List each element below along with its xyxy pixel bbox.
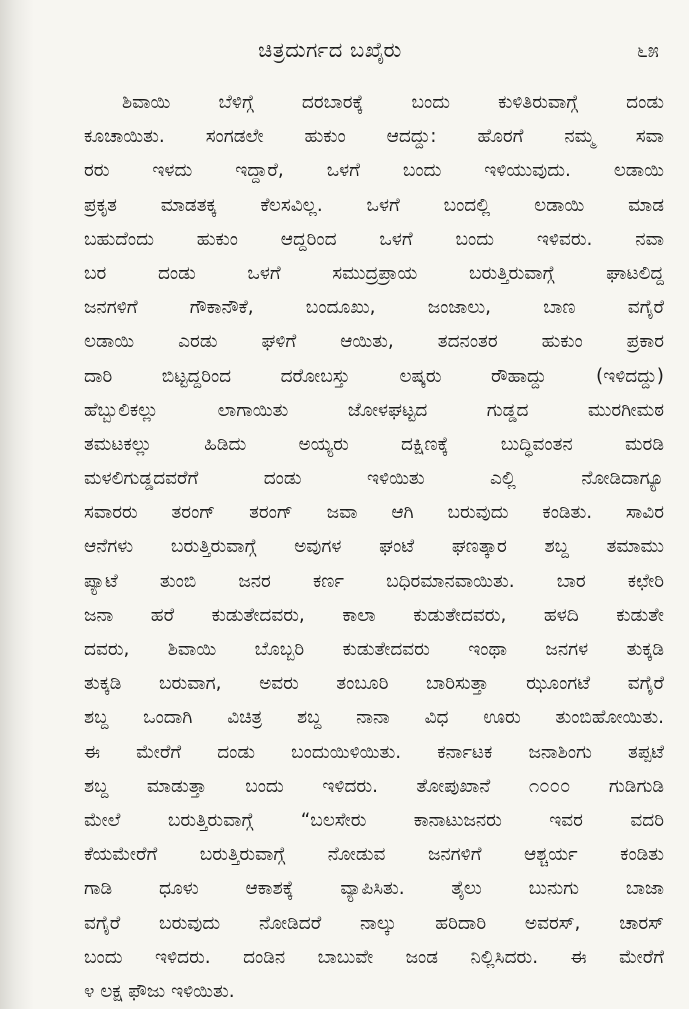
text-line: ಆನೆಗಳು ಬರುತ್ತಿರುವಾಗ್ಗೆ ಅವುಗಳ ಘಂಟೆ ಘಣತ್ಕಾರ ಶಬ್ದ ತಮಾಮು <box>84 536 664 558</box>
text-line: ಜನಾ ಹರೆ ಕುಡುತೇದವರು, ಕಾಲಾ ಕುಡುತೇದವರು, ಹಳದಿ ಕುಡುತೇ <box>84 604 664 626</box>
text-line: ಮೇಲೆ ಬರುತ್ತಿರುವಾಗ್ಗೆ “ಬಲಸೇರು ಕಾನಾಟುಜನರು ಇವರ ವದರಿ <box>84 809 664 831</box>
running-head <box>0 30 689 70</box>
text-line: ತುಕ್ಕಡಿ ಬರುವಾಗ, ಅವರು ತಂಬೂರಿ ಬಾರಿಸುತ್ತಾ ಝೂಂಗಟೆ ವಗೈರೆ <box>84 673 664 695</box>
text-line: ಶಬ್ದ ಮಾಡುತ್ತಾ ಬಂದು ಇಳಿದರು. ತೋಪುಖಾನೆ ೧೦೦೦ ಗುಡಿಗುಡಿ <box>84 775 664 797</box>
text-line: ಈ ಮೇರೆಗೆ ದಂಡು ಬಂದುಯಿಳಿಯಿತು. ಕರ್ನಾಟಕ ಜನಾಶಿಂಗು ತಪ್ಪಟೆ <box>84 741 664 763</box>
text-line: ೪ ಲಕ್ಷ ಫೌಜು ಇಳಿಯಿತು. <box>84 980 235 1002</box>
text-line: ಹೆಬ್ಬುಲಿಕಲ್ಲು ಲಾಗಾಯಿತು ಜೋಳಘಟ್ಟದ ಗುಡ್ಡದ ಮುರಗೀಮಠ <box>84 399 664 421</box>
text-line: ರರು ಇಳದು ಇದ್ದಾರೆ, ಒಳಗೆ ಬಂದು ಇಳಿಯುವುದು. ಲಡಾಯಿ <box>84 160 664 182</box>
text-line: ತಮಟಕಲ್ಲು ಹಿಡಿದು ಅಯ್ಯರು ದಕ್ಷಿಣಕ್ಕೆ ಬುದ್ಧಿವಂತನ ಮರಡಿ <box>84 433 664 455</box>
text-line: ಶಬ್ದ ಒಂದಾಗಿ ವಿಚಿತ್ರ ಶಬ್ದ ನಾನಾ ವಿಧ ಊರು ತುಂಬಿಹೋಯಿತು. <box>84 707 664 729</box>
text-line: ಲಡಾಯಿ ಎರಡು ಘಳಿಗೆ ಆಯಿತು, ತದನಂತರ ಹುಕುಂ ಪ್ರಕಾರ <box>84 331 664 353</box>
body-paragraph <box>84 86 664 1009</box>
running-head-title: ಚಿತ್ರದುರ್ಗದ ಬಖೈರು <box>258 38 402 62</box>
text-line: ಜನಗಳಿಗೆ ಗೌಕಾನೌಕೆ, ಬಂದೂಖು, ಜಂಜಾಲು, ಬಾಣ ವಗೈರೆ <box>84 297 664 319</box>
text-line: ಬಂದು ಇಳಿದರು. ದಂಡಿನ ಬಾಬುವೇ ಜಂಡ ನಿಲ್ಲಿಸಿದರು. ಈ ಮೇರೆಗೆ <box>84 946 664 968</box>
binding-shadow <box>0 0 34 1009</box>
text-line: ಪ್ಯಾಟೆ ತುಂಬಿ ಜನರ ಕರ್ಣ ಬಧಿರಮಾನವಾಯಿತು. ಬಾರ ಕಛೇರಿ <box>84 570 664 592</box>
text-line: ಮಳಲಿಗುಡ್ಡದವರೆಗೆ ದಂಡು ಇಳಿಯಿತು ಎಲ್ಲಿ ನೋಡಿದಾಗ್ಯೂ <box>84 468 664 490</box>
text-line: ಕೂಚಾಯಿತು. ಸಂಗಡಲೇ ಹುಕುಂ ಆದದ್ದು: ಹೊರಗೆ ನಮ್ಮ ಸವಾ <box>84 126 664 148</box>
text-line: ಪ್ರಕೃತ ಮಾಡತಕ್ಕ ಕೆಲಸವಿಲ್ಲ. ಒಳಗೆ ಬಂದಲ್ಲಿ ಲಡಾಯಿ ಮಾಡ <box>84 194 664 216</box>
text-line: ಕೆಯಮೇರೆಗೆ ಬರುತ್ತಿರುವಾಗ್ಗೆ ನೋಡುವ ಜನಗಳಿಗೆ ಆಶ್ಚರ್ಯ ಕಂಡಿತು <box>84 844 664 866</box>
text-line: ಸವಾರರು ತರಂಗ್ ತರಂಗ್ ಜವಾ ಆಗಿ ಬರುವುದು ಕಂಡಿತು. ಸಾವಿರ <box>84 502 664 524</box>
text-line: ಶಿವಾಯಿ ಬೆಳಿಗ್ಗೆ ದರಬಾರಕ್ಕೆ ಬಂದು ಕುಳಿತಿರುವಾಗ್ಗೆ ದಂಡು <box>122 92 664 113</box>
text-line: ಬರ ದಂಡು ಒಳಗೆ ಸಮುದ್ರಪ್ರಾಯ ಬರುತ್ತಿರುವಾಗ್ಗೆ ಘಾಟಲಿದ್ದ <box>84 262 664 284</box>
text-line: ವಗೈರೆ ಬರುವುದು ನೋಡಿದರೆ ನಾಲ್ಕು ಹರಿದಾರಿ ಅವರಸ್, ಚಾರಸ್ <box>84 912 664 934</box>
text-line: ದವರು, ಶಿವಾಯಿ ಬೊಬ್ಬರಿ ಕುಡುತೇದವರು ಇಂಥಾ ಜನಗಳ ತುಕ್ಕಡಿ <box>84 639 664 660</box>
text-line: ಬಹುದೆಂದು ಹುಕುಂ ಆದ್ದರಿಂದ ಒಳಗೆ ಬಂದು ಇಳಿವರು. ನವಾ <box>84 228 664 250</box>
text-line: ದಾರಿ ಬಿಟ್ಟದ್ದರಿಂದ ದರೋಬಸ್ತು ಲಷ್ಕರು ರೌಹಾದ್ದು (ಇಳಿದದ್ದು) <box>84 365 664 387</box>
text-line: ಗಾಡಿ ಧೂಳು ಆಕಾಶಕ್ಕೆ ವ್ಯಾಪಿಸಿತು. ತೈಲು ಬುನುಗು ಬಾಜಾ <box>84 878 664 900</box>
page-number: ೬೫ <box>636 38 659 62</box>
